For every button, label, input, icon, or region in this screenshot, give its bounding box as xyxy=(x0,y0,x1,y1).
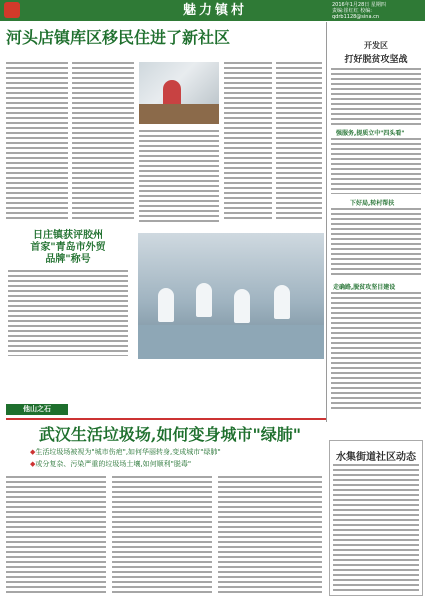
side-story-headline: 水集街道社区动态 xyxy=(336,452,416,463)
worker-figure xyxy=(158,288,174,322)
masthead-bar xyxy=(0,0,425,21)
feature-title-line3: 品牌"称号 xyxy=(45,254,91,265)
newspaper-logo-icon xyxy=(4,2,20,18)
deck-line-2 xyxy=(30,460,320,469)
right-headline-line2: 打好脱贫攻坚战 xyxy=(344,55,408,65)
right-body-4 xyxy=(331,292,421,412)
main-body-col2 xyxy=(112,476,212,596)
masthead-info xyxy=(332,2,386,20)
right-body-1 xyxy=(331,68,421,126)
bullet-icon: ◆ xyxy=(30,448,36,456)
right-subhead-3: 下好局,转村帮扶 xyxy=(350,200,395,207)
lead-body-col1 xyxy=(6,62,68,222)
lead-body-col3 xyxy=(139,130,219,222)
email-line: qdrb1128@sina.cn xyxy=(332,14,380,20)
worker-figure xyxy=(196,283,212,317)
main-body-col1 xyxy=(6,476,106,596)
factory-photo xyxy=(138,233,324,359)
worker-figure xyxy=(274,285,290,319)
kicker-rule xyxy=(6,418,326,420)
lead-body-col2 xyxy=(72,62,134,222)
feature-title-line2: 首家"青岛市外贸 xyxy=(30,242,106,253)
lead-body-col4 xyxy=(224,62,272,222)
bullet-icon: ◆ xyxy=(30,460,36,468)
feature-title-line1: 日庄镇获评胶州 xyxy=(33,230,103,241)
lead-headline: 河头店镇库区移民住进了新社区 xyxy=(6,28,231,47)
column-divider xyxy=(326,22,327,422)
deck-line-1 xyxy=(30,448,320,457)
main-body-col3 xyxy=(218,476,322,596)
right-headline-line1: 开发区 xyxy=(364,40,388,50)
deck-text-2: 或分复杂、污染严重的垃圾场土壤,如何顺利"脱毒" xyxy=(35,460,192,468)
right-subhead-4: 走确路,脱贫攻坚目建设 xyxy=(333,284,396,291)
lead-body-col5 xyxy=(276,62,322,222)
side-story-body xyxy=(333,464,419,592)
deck-text-1: 生活垃圾场被视为"城市伤疤",如何华丽转身,变成城市"绿肺" xyxy=(35,448,221,456)
feature-body xyxy=(8,270,128,356)
right-subhead-2: 强服务,提质立中"四头看" xyxy=(336,130,405,137)
worker-figure xyxy=(234,289,250,323)
photo-desk xyxy=(139,104,219,124)
date-line: 2016年1月28日 星期四 xyxy=(332,2,386,8)
editor-line: 责编:崔红红 校编: xyxy=(332,8,372,14)
section-title: 魅力镇村 xyxy=(182,3,247,18)
lead-photo xyxy=(139,62,219,124)
right-body-3 xyxy=(331,208,421,278)
right-body-2 xyxy=(331,138,421,194)
kicker-badge: 他山之石 xyxy=(6,404,68,415)
conveyor-belt xyxy=(138,325,324,359)
main-headline: 武汉生活垃圾场,如何变身城市"绿肺" xyxy=(38,425,302,444)
